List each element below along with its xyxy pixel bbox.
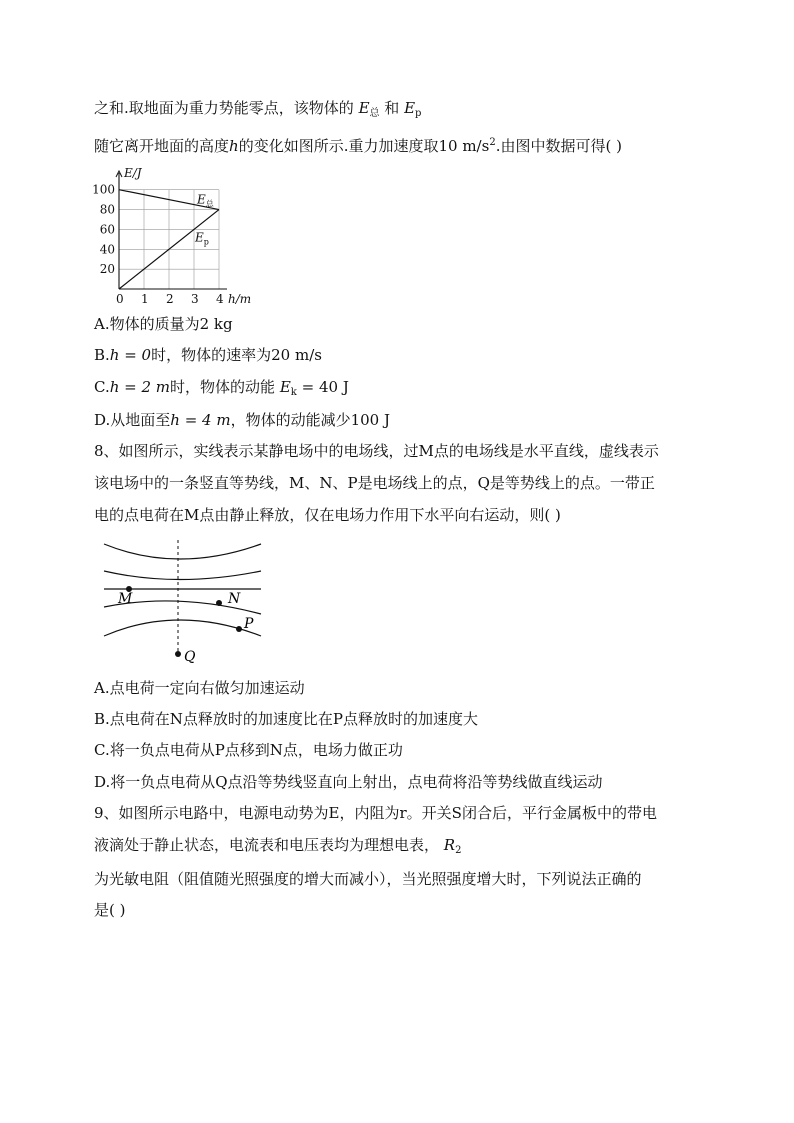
series-label-sub-0: 总	[205, 199, 214, 209]
x-tick-0: 0	[116, 292, 124, 306]
label-n: N	[228, 591, 241, 607]
field-line-top	[104, 544, 261, 559]
q7-line-2	[94, 132, 714, 157]
y-tick-40: 40	[99, 242, 115, 257]
q7-line-1	[94, 97, 714, 125]
ek-symbol: $E_总$	[358, 99, 380, 119]
electric-field-diagram	[96, 536, 271, 671]
q7-line2-text-b: 的变化如图所示.重力加速度取	[238, 137, 439, 155]
g-value: 10 $m/s^2$	[438, 137, 496, 155]
series-label-sub-1: p	[203, 237, 209, 247]
chart-labels	[92, 166, 251, 306]
q7-option-c: C.h = 2 m时，物体的动能 $E_k = 40$ J	[94, 378, 349, 398]
label-p: P	[244, 616, 254, 632]
q9-line-1: 9、如图所示电路中，电源电动势为E，内阻为r。开关S闭合后，平行金属板中的带电	[94, 804, 657, 822]
energy-height-chart	[86, 165, 266, 310]
x-tick-2: 2	[166, 292, 174, 306]
point-q	[175, 651, 181, 657]
label-q: Q	[184, 649, 196, 665]
and-text: 和	[384, 99, 400, 117]
q7-option-b: B.h = 0时，物体的速率为20 m/s	[94, 346, 322, 364]
y-tick-80: 80	[99, 202, 115, 217]
q9-line-3: 为光敏电阻（阻值随光照强度的增大而减小），当光照强度增大时，下列说法正确的	[94, 870, 642, 888]
chart-axes	[116, 171, 227, 289]
label-m: M	[118, 591, 133, 607]
ep-symbol: $E_p$	[404, 99, 422, 119]
x-tick-3: 3	[191, 292, 199, 306]
q7-option-a: A.物体的质量为2 kg	[94, 315, 233, 333]
point-p	[236, 626, 242, 632]
x-tick-4: 4	[216, 292, 224, 306]
q9-line-4: 是( )	[94, 901, 126, 919]
q9-line-2: 液滴处于静止状态，电流表和电压表均为理想电表， $R_2$	[94, 836, 462, 856]
q8-line-1: 8、如图所示，实线表示某静电场中的电场线，过M点的电场线是水平直线，虚线表示	[94, 442, 659, 460]
y-tick-60: 60	[99, 222, 115, 237]
field-line-upper	[104, 571, 261, 580]
q8-line-3: 电的点电荷在M点由静止释放，仅在电场力作用下水平向右运动，则( )	[94, 506, 561, 524]
q8-line-2: 该电场中的一条竖直等势线，M、N、P是电场线上的点，Q是等势线上的点。一带正	[94, 474, 655, 492]
q8-option-d: D.将一负点电荷从Q点沿等势线竖直向上射出，点电荷将沿等势线做直线运动	[94, 773, 603, 791]
q7-line2-text-c: .由图中数据可得( )	[495, 137, 622, 155]
series-label-1: $E_p$	[195, 230, 209, 247]
q8-option-a: A.点电荷一定向右做匀加速运动	[94, 679, 305, 697]
x-axis-label: h/m	[228, 292, 252, 306]
q7-line1-text: 之和.取地面为重力势能零点，该物体的	[94, 99, 354, 117]
q8-option-c: C.将一负点电荷从P点移到N点，电场力做正功	[94, 741, 403, 759]
r2-symbol: $R_2$	[443, 836, 462, 856]
q7-option-d: D.从地面至h = 4 m，物体的动能减少100 J	[94, 411, 390, 429]
y-axis-label: E/J	[124, 166, 142, 180]
y-tick-100: 100	[92, 182, 115, 197]
point-n	[216, 600, 222, 606]
h-symbol: h	[229, 137, 239, 155]
x-tick-1: 1	[141, 292, 149, 306]
q8-option-b: B.点电荷在N点释放时的加速度比在P点释放时的加速度大	[94, 710, 479, 728]
q7-line2-text-a: 随它离开地面的高度	[94, 137, 230, 155]
series-label-0: $E_总$	[197, 192, 214, 209]
y-tick-20: 20	[99, 262, 115, 277]
